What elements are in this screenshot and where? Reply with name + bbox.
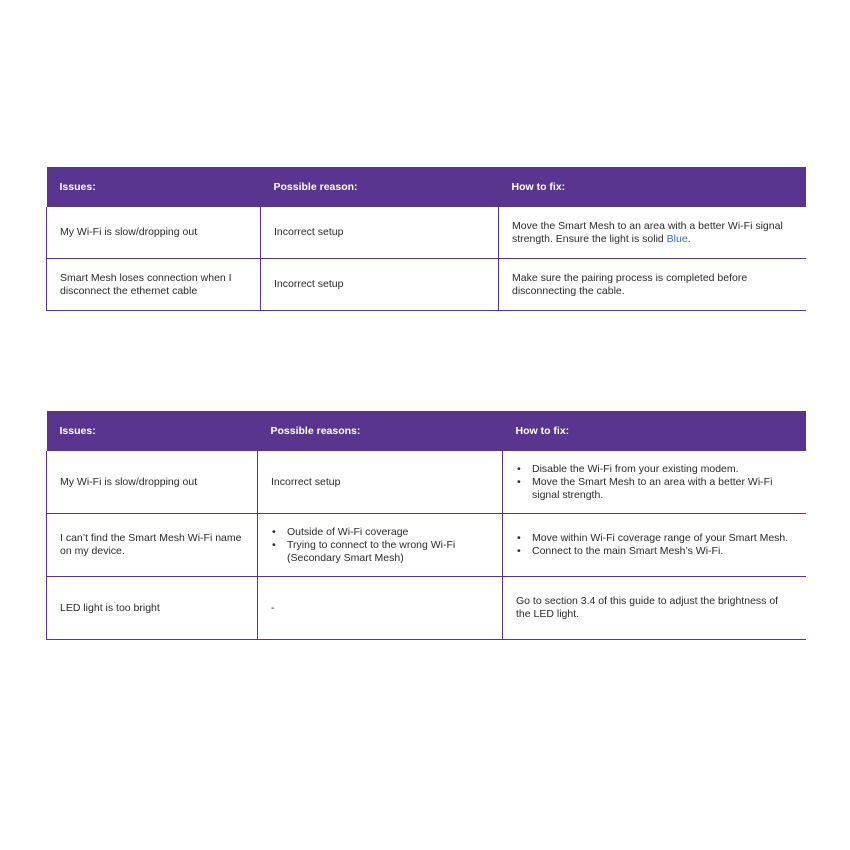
- header-possible-reason: Possible reason:: [261, 167, 499, 207]
- issue-cell: My Wi-Fi is slow/dropping out: [47, 207, 261, 259]
- fix-cell: [503, 451, 806, 514]
- reason-cell: Incorrect setup: [261, 259, 499, 311]
- table-row: [47, 207, 806, 259]
- reason-cell: -: [258, 577, 503, 640]
- issue-cell: Smart Mesh loses connection when I disconnect the ethernet cable: [47, 259, 261, 311]
- list-item: • Trying to connect to the wrong Wi-Fi (Secondary Smart Mesh): [287, 539, 490, 565]
- table-header-row: [47, 167, 806, 207]
- fix-highlight-color: Blue: [666, 232, 688, 245]
- list-item: • Connect to the main Smart Mesh’s Wi-Fi.: [532, 545, 794, 558]
- header-issues: Issues:: [47, 411, 258, 451]
- reason-list: [271, 526, 490, 565]
- troubleshooting-table-1: [46, 167, 806, 311]
- fix-cell: [499, 207, 806, 259]
- table-row: [47, 451, 806, 514]
- list-item: • Move within Wi-Fi coverage range of your Smart Mesh.: [532, 532, 794, 545]
- reason-cell: Incorrect setup: [261, 207, 499, 259]
- reason-cell: [258, 514, 503, 577]
- fix-cell: [503, 514, 806, 577]
- fix-text: Move the Smart Mesh to an area with a better Wi-Fi signal strength. Ensure the light is solid: [512, 219, 783, 245]
- fix-cell: Go to section 3.4 of this guide to adjust the brightness of the LED light.: [503, 577, 806, 640]
- table-header-row: [47, 411, 806, 451]
- header-possible-reasons: Possible reasons:: [258, 411, 503, 451]
- list-item: • Outside of Wi-Fi coverage: [287, 526, 490, 539]
- list-item: • Disable the Wi-Fi from your existing modem.: [532, 463, 794, 476]
- fix-list: [516, 532, 794, 558]
- fix-cell: Make sure the pairing process is completed before disconnecting the cable.: [499, 259, 806, 311]
- table-row: [47, 577, 806, 640]
- fix-list: [516, 463, 794, 502]
- troubleshooting-table-2: [46, 411, 806, 640]
- issue-cell: LED light is too bright: [47, 577, 258, 640]
- header-how-to-fix: How to fix:: [503, 411, 806, 451]
- table-row: [47, 259, 806, 311]
- issue-cell: My Wi-Fi is slow/dropping out: [47, 451, 258, 514]
- header-issues: Issues:: [47, 167, 261, 207]
- issue-cell: I can’t find the Smart Mesh Wi-Fi name on my device.: [47, 514, 258, 577]
- table-row: [47, 514, 806, 577]
- header-how-to-fix: How to fix:: [499, 167, 806, 207]
- list-item: • Move the Smart Mesh to an area with a better Wi-Fi signal strength.: [532, 476, 794, 502]
- reason-cell: Incorrect setup: [258, 451, 503, 514]
- fix-text-end: .: [687, 232, 691, 245]
